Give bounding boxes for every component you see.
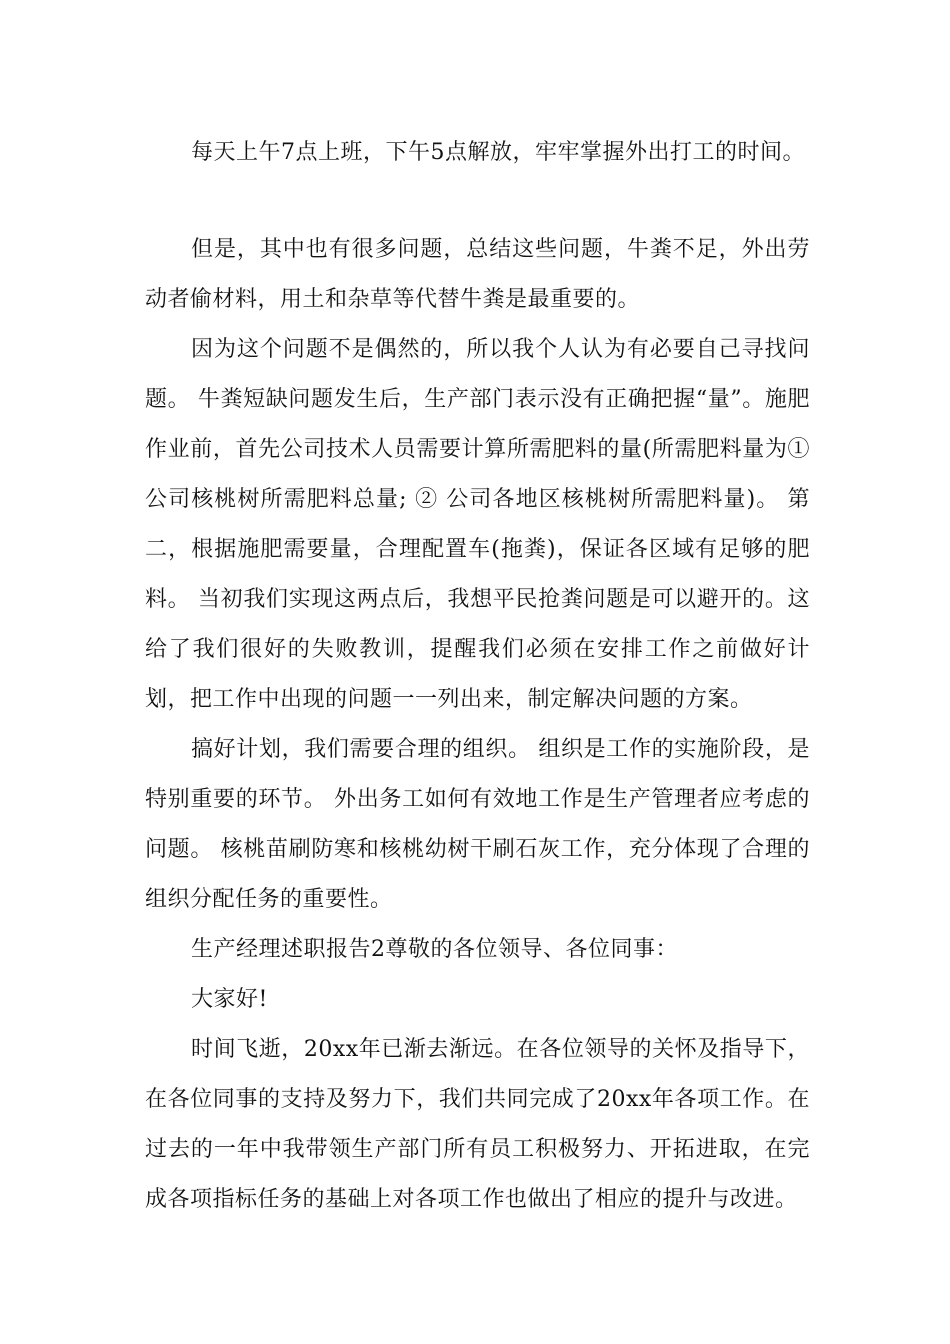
document-body-top <box>145 128 810 178</box>
paragraph: 搞好计划，我们需要合理的组织。 组织是工作的实施阶段，是特别重要的环节。 外出务工如何有效地工作是生产管理者应考虑的问题。 核桃苗刷防寒和核桃幼树干刷石灰工作，充分体现了合理的组织分配任务的重要性。 <box>145 737 810 912</box>
greeting-paragraph: 大家好! <box>191 987 268 1012</box>
paragraph: 但是，其中也有很多问题，总结这些问题，牛粪不足，外出劳动者偷材料，用土和杂草等代替牛粪是最重要的。 <box>145 237 810 312</box>
paragraph: 因为这个问题不是偶然的，所以我个人认为有必要自己寻找问题。 牛粪短缺问题发生后，生产部门表示没有正确把握“量”。施肥作业前，首先公司技术人员需要计算所需肥料的量(所需肥料量为①公司核桃树所需肥料总量; ② 公司各地区核桃树所需肥料量)。 第二，根据施肥需要量，合理配置车(拖粪)，保证各区域有足够的肥料。 当初我们实现这两点后，我想平民抢粪问题是可以避开的。这给了我们很好的失败教训，提醒我们必须在安排工作之前做好计划，把工作中出现的问题一一列出来，制定解决问题的方案。 <box>145 337 810 712</box>
report-title-paragraph: 生产经理述职报告2尊敬的各位领导、各位同事： <box>191 937 678 962</box>
paragraph: 时间飞逝，20xx年已渐去渐远。在各位领导的关怀及指导下，在各位同事的支持及努力下，我们共同完成了20xx年各项工作。在过去的一年中我带领生产部门所有员工积极努力、开拓进取，在完成各项指标任务的基础上对各项工作也做出了相应的提升与改进。 <box>145 1037 810 1212</box>
document-body <box>145 225 810 1225</box>
paragraph: 每天上午7点上班，下午5点解放，牢牢掌握外出打工的时间。 <box>191 140 805 165</box>
